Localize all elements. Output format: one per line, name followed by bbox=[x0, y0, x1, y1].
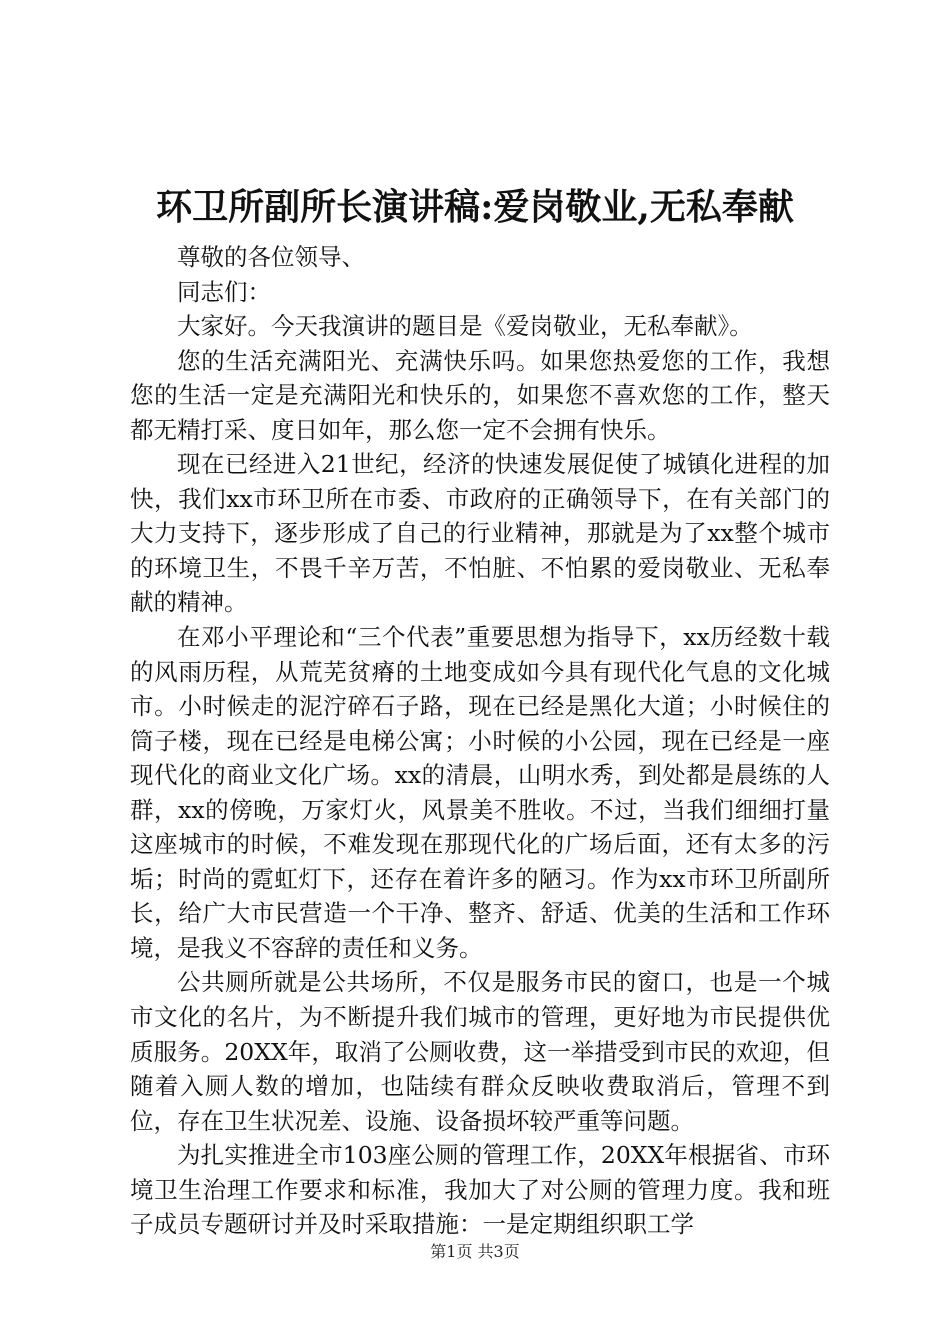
salutation-line-1: 尊敬的各位领导、 bbox=[177, 243, 365, 271]
page-number-footer: 第1页 共3页 bbox=[430, 1242, 520, 1261]
body-paragraph: 大家好。今天我演讲的题目是《爱岗敬业，无私奉献》。 bbox=[177, 312, 753, 341]
salutation-line-2: 同志们： bbox=[177, 277, 271, 306]
body-paragraph: 公共厕所就是公共场所，不仅是服务市民的窗口，也是一个城市文化的名片，为不断提升我们城市的管理，更好地为市民提供优质服务。20XX年，取消了公厕收费，这一举措受到市民的欢迎，但随着入厕人数的增加，也陆续有群众反映收费取消后，管理不到位，存在卫生状况差、设施、设备损坏较严重等问题。 bbox=[130, 968, 830, 1135]
body-paragraph: 在邓小平理论和“三个代表”重要思想为指导下，xx历经数十载的风雨历程，从荒芜贫瘠的土地变成如今具有现代化气息的文化城市。小时候走的泥泞碎石子路，现在已经是黑化大道；小时候住的筒子楼，现在已经是电梯公寓；小时候的小公园，现在已经是一座现代化的商业文化广场。xx的清晨，山明水秀，到处都是晨练的人群，xx的傍晚，万家灯火，风景美不胜收。不过，当我们细细打量这座城市的时候，不难发现在那现代化的广场后面，还有太多的污垢；时尚的霓虹灯下，还存在着许多的陋习。作为xx市环卫所副所长，给广大市民营造一个干净、整齐、舒适、优美的生活和工作环境，是我义不容辞的责任和义务。 bbox=[130, 623, 830, 962]
document-body bbox=[130, 240, 830, 1242]
body-paragraph: 现在已经进入21世纪，经济的快速发展促使了城镇化进程的加快，我们xx市环卫所在市委、市政府的正确领导下，在有关部门的大力支持下，逐步形成了自己的行业精神，那就是为了xx整个城市的环境卫生，不畏千辛万苦，不怕脏、不怕累的爱岗敬业、无私奉献的精神。 bbox=[130, 450, 830, 617]
body-paragraph: 为扎实推进全市103座公厕的管理工作，20XX年根据省、市环境卫生治理工作要求和标准，我加大了对公厕的管理力度。我和班子成员专题研讨并及时采取措施：一是定期组织职工学 bbox=[130, 1141, 830, 1239]
document-title: 环卫所副所长演讲稿:爱岗敬业,无私奉献 bbox=[156, 186, 794, 228]
body-paragraph: 您的生活充满阳光、充满快乐吗。如果您热爱您的工作，我想您的生活一定是充满阳光和快乐的，如果您不喜欢您的工作，整天都无精打采、度日如年，那么您一定不会拥有快乐。 bbox=[130, 346, 830, 444]
